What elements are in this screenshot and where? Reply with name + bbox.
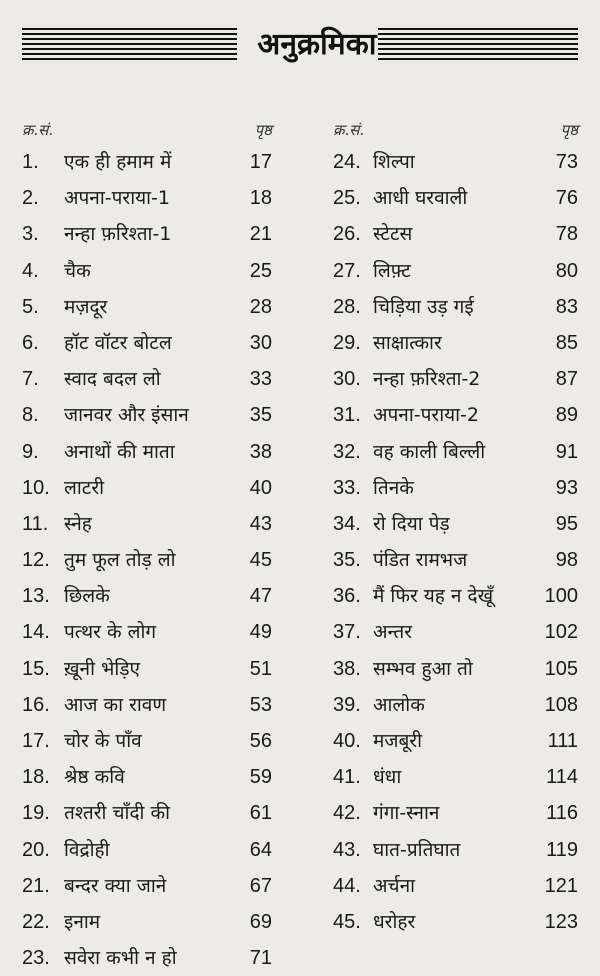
entry-title: चिड़िया उड़ गई: [373, 295, 474, 318]
entry-page-number: 119: [546, 838, 578, 861]
column-header: [333, 118, 578, 144]
entry-number: 29.: [333, 331, 361, 354]
entry-title: आलोक: [373, 693, 425, 716]
entry-title: पंडित रामभज: [373, 549, 468, 572]
entry-page-number: 33: [249, 368, 272, 391]
serial-number-header: क्र.सं.: [333, 121, 365, 139]
entry-title: पत्थर के लोग: [64, 621, 157, 644]
contents-entry[interactable]: [22, 144, 272, 180]
entry-title: चोर के पाँव: [64, 730, 142, 752]
contents-entry[interactable]: [22, 759, 272, 795]
entry-title: नन्हा फ़रिश्ता-1: [64, 223, 172, 246]
entry-page-number: 91: [555, 440, 578, 463]
contents-entry[interactable]: [333, 651, 578, 687]
page-title: अनुक्रमिका: [257, 27, 377, 62]
entry-title: एक ही हमाम में: [64, 151, 172, 173]
entry-title: स्टेटस: [373, 223, 413, 246]
entry-number: 39.: [333, 693, 361, 716]
contents-entry[interactable]: [22, 506, 272, 542]
entry-page-number: 61: [249, 802, 272, 825]
contents-entry[interactable]: [333, 687, 578, 723]
entry-title: हॉट वॉटर बोटल: [64, 331, 172, 354]
contents-entry[interactable]: [333, 542, 578, 578]
entry-title: लिफ़्ट: [373, 259, 411, 282]
entry-number: 41.: [333, 766, 361, 789]
entry-title: बन्दर क्या जाने: [64, 874, 167, 897]
column-header: [22, 118, 272, 144]
entry-page-number: 69: [249, 910, 272, 933]
entry-title: इनाम: [64, 910, 101, 933]
contents-entry[interactable]: [333, 253, 578, 289]
contents-entry[interactable]: [333, 216, 578, 252]
contents-entry[interactable]: [22, 904, 272, 940]
contents-entry[interactable]: [22, 434, 272, 470]
entry-page-number: 67: [249, 874, 272, 897]
entry-title: घात-प्रतिघात: [373, 838, 461, 861]
entry-number: 22.: [22, 910, 50, 933]
contents-entry[interactable]: [333, 904, 578, 940]
contents-entry[interactable]: [333, 144, 578, 180]
entry-page-number: 43: [249, 512, 272, 535]
entry-title: धंधा: [373, 766, 402, 789]
entry-number: 24.: [333, 151, 361, 173]
entry-number: 44.: [333, 874, 361, 897]
contents-entry[interactable]: [22, 868, 272, 904]
entry-title: तश्तरी चाँदी की: [64, 802, 171, 825]
entry-page-number: 105: [544, 657, 578, 680]
entry-number: 18.: [22, 766, 50, 789]
serial-number-header: क्र.सं.: [22, 121, 54, 139]
entry-page-number: 53: [249, 693, 272, 716]
entry-page-number: 47: [249, 585, 272, 608]
entry-title: अपना-पराया-1: [64, 187, 170, 210]
contents-entry[interactable]: [333, 180, 578, 216]
entry-number: 36.: [333, 585, 361, 608]
entry-number: 15.: [22, 657, 50, 680]
entry-page-number: 28: [249, 295, 272, 318]
entry-page-number: 51: [249, 657, 272, 680]
entry-title: जानवर और इंसान: [64, 404, 189, 427]
contents-entry[interactable]: [22, 940, 272, 976]
entry-title: वह काली बिल्ली: [373, 440, 486, 463]
entry-number: 7.: [22, 368, 39, 391]
entry-title: साक्षात्कार: [373, 331, 442, 354]
entry-number: 35.: [333, 549, 361, 572]
entry-page-number: 21: [249, 223, 272, 246]
contents-entry[interactable]: [22, 289, 272, 325]
entry-title: तिनके: [373, 476, 414, 499]
entry-title: नन्हा फ़रिश्ता-2: [373, 368, 481, 391]
entry-page-number: 98: [555, 549, 578, 572]
decorative-rule-right: [378, 28, 578, 62]
contents-column-left: [22, 118, 272, 976]
entry-page-number: 123: [544, 910, 578, 933]
entry-page-number: 85: [555, 331, 578, 354]
entry-title: ख़ूनी भेड़िए: [64, 657, 140, 680]
entry-page-number: 25: [249, 259, 272, 282]
contents-entry[interactable]: [333, 361, 578, 397]
heading-block: [22, 22, 578, 68]
entry-title: लाटरी: [64, 476, 105, 499]
contents-entry[interactable]: [22, 542, 272, 578]
entry-page-number: 45: [249, 549, 272, 572]
entry-page-number: 71: [249, 947, 272, 970]
contents-entry[interactable]: [22, 216, 272, 252]
entry-number: 20.: [22, 838, 50, 861]
page-number-header: पृष्ठ: [560, 121, 578, 139]
contents-entry[interactable]: [333, 434, 578, 470]
entry-number: 25.: [333, 187, 361, 210]
entry-number: 28.: [333, 295, 361, 318]
entry-title: शिल्पा: [373, 151, 415, 173]
contents-entry[interactable]: [333, 578, 578, 614]
entry-title: अर्चना: [373, 874, 416, 897]
entry-number: 34.: [333, 512, 361, 535]
entry-number: 27.: [333, 259, 361, 282]
entry-number: 30.: [333, 368, 361, 391]
contents-entry[interactable]: [333, 832, 578, 868]
contents-entry[interactable]: [333, 795, 578, 831]
contents-entry[interactable]: [22, 578, 272, 614]
entry-number: 42.: [333, 802, 361, 825]
entry-number: 4.: [22, 259, 39, 282]
contents-entry[interactable]: [333, 325, 578, 361]
entry-title: रो दिया पेड़: [373, 512, 450, 535]
entry-title: अन्तर: [373, 621, 412, 644]
contents-entry[interactable]: [22, 361, 272, 397]
entry-number: 31.: [333, 404, 361, 427]
entry-number: 17.: [22, 730, 50, 752]
entry-list: [22, 144, 272, 976]
decorative-rule-left: [22, 28, 237, 62]
entry-number: 16.: [22, 693, 50, 716]
entry-number: 43.: [333, 838, 361, 861]
entry-page-number: 93: [555, 476, 578, 499]
contents-column-right: [333, 118, 578, 940]
entry-page-number: 64: [249, 838, 272, 861]
entry-title: छिलके: [64, 585, 110, 608]
entry-page-number: 73: [555, 151, 578, 173]
contents-entry[interactable]: [333, 470, 578, 506]
contents-entry[interactable]: [22, 325, 272, 361]
entry-page-number: 59: [249, 766, 272, 789]
entry-page-number: 40: [249, 476, 272, 499]
contents-entry[interactable]: [22, 795, 272, 831]
entry-title: आधी घरवाली: [373, 187, 468, 210]
contents-entry[interactable]: [22, 832, 272, 868]
entry-number: 2.: [22, 187, 39, 210]
entry-number: 32.: [333, 440, 361, 463]
entry-number: 12.: [22, 549, 50, 572]
entry-title: आज का रावण: [64, 693, 167, 716]
contents-entry[interactable]: [22, 651, 272, 687]
entry-number: 1.: [22, 151, 39, 173]
entry-number: 37.: [333, 621, 361, 644]
entry-page-number: 114: [546, 766, 578, 789]
entry-list: [333, 144, 578, 940]
entry-number: 10.: [22, 476, 50, 499]
entry-title: मज़दूर: [64, 295, 108, 318]
entry-page-number: 30: [249, 331, 272, 354]
contents-entry[interactable]: [22, 180, 272, 216]
entry-page-number: 49: [249, 621, 272, 644]
entry-page-number: 18: [249, 187, 272, 210]
entry-title: चैक: [64, 259, 91, 282]
contents-entry[interactable]: [333, 759, 578, 795]
entry-number: 14.: [22, 621, 50, 644]
contents-entry[interactable]: [333, 614, 578, 650]
entry-title: स्नेह: [64, 512, 92, 535]
entry-title: धरोहर: [373, 910, 416, 933]
entry-page-number: 100: [544, 585, 578, 608]
contents-entry[interactable]: [22, 723, 272, 759]
contents-entry[interactable]: [333, 506, 578, 542]
entry-title: तुम फूल तोड़ लो: [64, 549, 176, 572]
entry-number: 45.: [333, 910, 361, 933]
contents-entry[interactable]: [333, 723, 578, 759]
entry-number: 11.: [22, 512, 49, 535]
contents-entry[interactable]: [22, 397, 272, 433]
entry-page-number: 111: [547, 730, 578, 752]
entry-page-number: 76: [555, 187, 578, 210]
entry-number: 6.: [22, 331, 39, 354]
entry-page-number: 108: [544, 693, 578, 716]
entry-number: 19.: [22, 802, 50, 825]
entry-title: सम्भव हुआ तो: [373, 657, 473, 680]
entry-title: अनाथों की माता: [64, 440, 175, 463]
entry-page-number: 121: [544, 874, 578, 897]
entry-number: 23.: [22, 947, 50, 970]
entry-title: सवेरा कभी न हो: [64, 947, 177, 970]
contents-entry[interactable]: [22, 614, 272, 650]
entry-number: 3.: [22, 223, 39, 246]
entry-title: श्रेष्ठ कवि: [64, 766, 125, 789]
page-number-header: पृष्ठ: [254, 121, 272, 139]
entry-number: 5.: [22, 295, 39, 318]
contents-entry[interactable]: [333, 397, 578, 433]
entry-title: विद्रोही: [64, 838, 110, 861]
entry-number: 13.: [22, 585, 50, 608]
entry-page-number: 89: [555, 404, 578, 427]
entry-number: 21.: [22, 874, 50, 897]
contents-entry[interactable]: [333, 868, 578, 904]
entry-number: 9.: [22, 440, 39, 463]
entry-title: अपना-पराया-2: [373, 404, 479, 427]
entry-page-number: 95: [555, 512, 578, 535]
entry-page-number: 78: [555, 223, 578, 246]
entry-page-number: 116: [546, 802, 578, 825]
entry-title: स्वाद बदल लो: [64, 368, 161, 391]
entry-number: 40.: [333, 730, 361, 752]
entry-page-number: 35: [249, 404, 272, 427]
entry-page-number: 83: [555, 295, 578, 318]
entry-number: 33.: [333, 476, 361, 499]
entry-title: मजबूरी: [373, 730, 423, 752]
entry-page-number: 17: [249, 151, 272, 173]
entry-title: गंगा-स्नान: [373, 802, 440, 825]
contents-entry[interactable]: [22, 253, 272, 289]
entry-page-number: 38: [249, 440, 272, 463]
contents-entry[interactable]: [22, 687, 272, 723]
contents-entry[interactable]: [22, 470, 272, 506]
entry-number: 26.: [333, 223, 361, 246]
entry-page-number: 87: [555, 368, 578, 391]
contents-entry[interactable]: [333, 289, 578, 325]
entry-number: 8.: [22, 404, 39, 427]
entry-page-number: 102: [544, 621, 578, 644]
entry-page-number: 80: [555, 259, 578, 282]
entry-title: मैं फिर यह न देखूँ: [373, 585, 494, 608]
entry-page-number: 56: [249, 730, 272, 752]
entry-number: 38.: [333, 657, 361, 680]
